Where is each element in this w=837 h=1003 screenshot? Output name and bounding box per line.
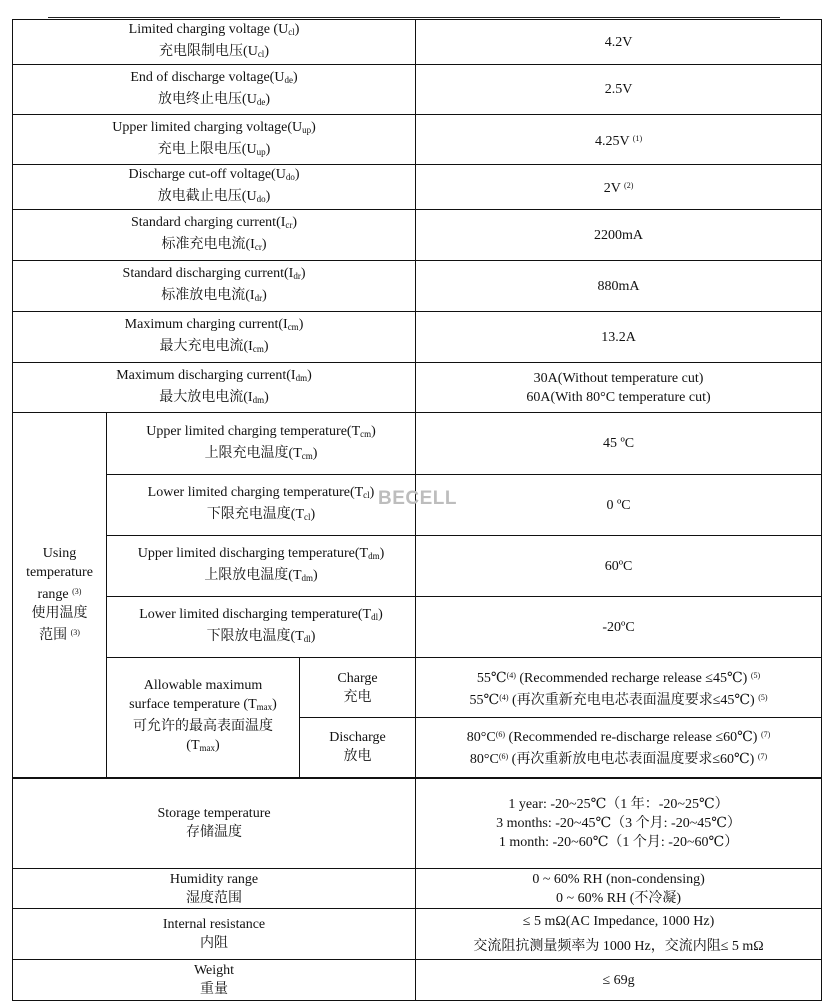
value-cell: $80^\circ C^{(6)}$ (Recommended re-discharge release ≤60℃) $^{(7)}$ $80^\circ C^{(6)}$ (再次重新放电电芯表面温度要求≤60℃) $^{(7)}$ [416,718,822,778]
param-cell: End of discharge voltage(Ude) 放电终止电压(Ude) [13,65,416,115]
param-cell: Maximum charging current(Icm) 最大充电电流(Icm) [13,312,416,363]
value-cell: 2.5V [416,65,822,115]
value-cell: 55℃$^{(4)}$ (Recommended recharge release ≤45℃) $^{(5)}$ 55℃$^{(4)}$ (再次重新充电电芯表面温度要求≤45℃) $^{(5)}$ [416,658,822,718]
charge-cell: Charge 充电 [300,658,416,718]
table-row [13,261,822,312]
tmax-label-cell: Allowable maximum surface temperature (Tmax) 可允许的最高表面温度 (Tmax) [107,658,300,778]
param-cell: Maximum discharging current(Idm) 最大放电电流(Idm) [13,363,416,413]
param-cell: Lower limited charging temperature(Tcl) 下限充电温度(Tcl) [107,475,416,536]
table-row [13,20,822,65]
table-row [13,363,822,413]
param-cell: Upper limited discharging temperature(Tdm) 上限放电温度(Tdm) [107,536,416,597]
table-row [13,165,822,210]
table-row [13,909,822,960]
table-row [13,115,822,165]
param-cell: Limited charging voltage (Ucl) 充电限制电压(Ucl) [13,20,416,65]
table-row [13,960,822,1001]
value-cell: 60ºC [416,536,822,597]
value-cell: 1 year: -20~25℃（1 年：-20~25℃） 3 months: -20~45℃（3 个月: -20~45℃） 1 month: -20~60℃（1 个月: -20~60℃） [416,778,822,869]
table-row [13,597,822,658]
param-cell: Storage temperature 存储温度 [13,778,416,869]
value-cell: 4.2V [416,20,822,65]
value-cell: 2V $^{(2)}$ [416,165,822,210]
param-cell: Internal resistance 内阻 [13,909,416,960]
param-cell: Lower limited discharging temperature(Tdl) 下限放电温度(Tdl) [107,597,416,658]
value-cell: 880mA [416,261,822,312]
table-row [13,869,822,909]
discharge-cell: Discharge 放电 [300,718,416,778]
value-cell: 4.25V $^{(1)}$ [416,115,822,165]
param-cell: Discharge cut-off voltage(Udo) 放电截止电压(Udo) [13,165,416,210]
using-range-cell: Using temperature range $^{(3)}$ 使用温度 范围 $^{(3)}$ [13,413,107,778]
value-cell: 13.2A [416,312,822,363]
param-cell: Weight 重量 [13,960,416,1001]
table-row [13,658,822,718]
spec-table [12,19,822,1001]
table-row [13,65,822,115]
table-row [13,536,822,597]
param-cell: Standard discharging current(Idr) 标准放电电流(Idr) [13,261,416,312]
value-cell: 45 ºC [416,413,822,475]
value-cell: ≤ 69g [416,960,822,1001]
watermark: BECELL [378,488,457,509]
value-cell: 0 ºC [416,475,822,536]
param-cell: Standard charging current(Icr) 标准充电电流(Icr) [13,210,416,261]
value-cell: 2200mA [416,210,822,261]
table-row [13,778,822,869]
value-cell: 0 ~ 60% RH (non-condensing) 0 ~ 60% RH (不冷凝) [416,869,822,909]
table-row [13,312,822,363]
table-row [13,210,822,261]
param-cell: Upper limited charging temperature(Tcm) 上限充电温度(Tcm) [107,413,416,475]
table-row [13,413,822,475]
value-cell: 30A(Without temperature cut) 60A(With 80°C temperature cut) [416,363,822,413]
top-rule [48,17,780,18]
value-cell: ≤ 5 mΩ(AC Impedance, 1000 Hz) 交流阻抗测量频率为 1000 Hz，交流内阻≤ 5 mΩ [416,909,822,960]
param-cell: Upper limited charging voltage(Uup) 充电上限电压(Uup) [13,115,416,165]
value-cell: -20ºC [416,597,822,658]
param-cell: Humidity range 湿度范围 [13,869,416,909]
